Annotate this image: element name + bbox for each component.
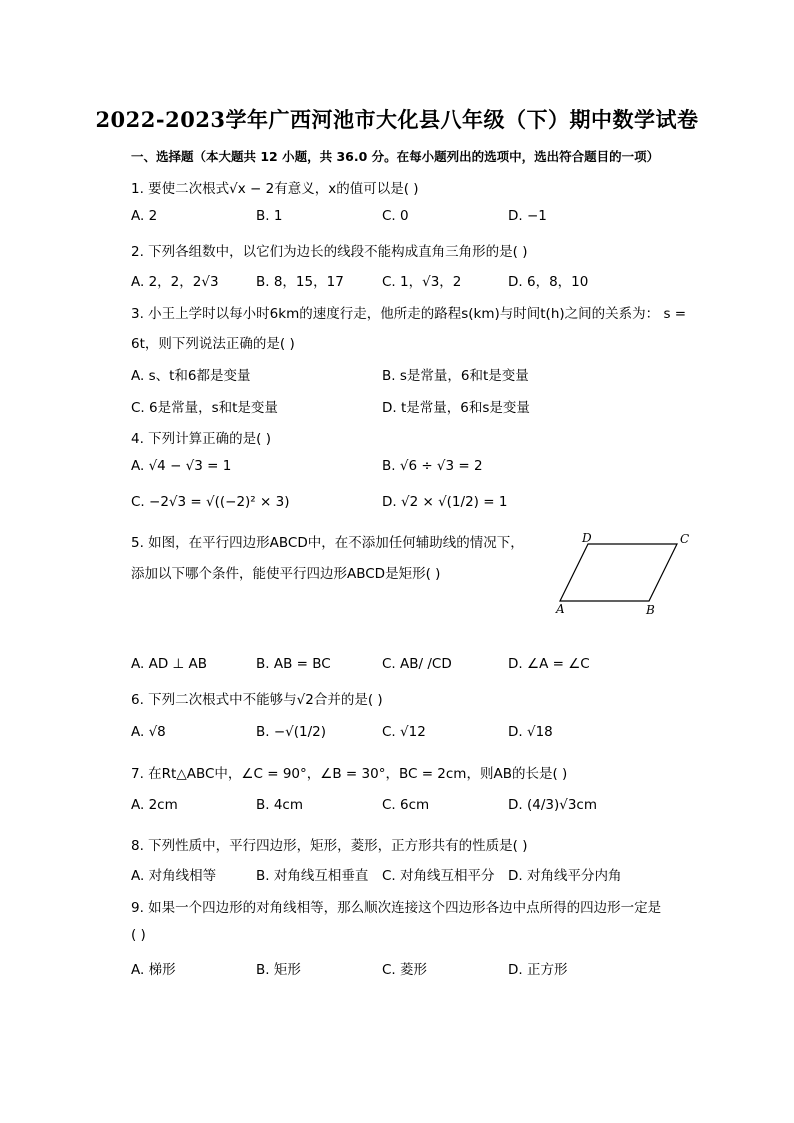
question-8: 8. 下列性质中，平行四边形，矩形，菱形，正方形共有的性质是( )	[131, 838, 528, 854]
parallelogram-figure	[552, 528, 697, 618]
q3-option-a[interactable]: A. s、t和6都是变量	[131, 368, 251, 384]
vertex-label-b: B	[646, 603, 655, 617]
q8-option-b[interactable]: B. 对角线互相垂直	[256, 868, 369, 884]
q3-option-b[interactable]: B. s是常量，6和t是变量	[382, 368, 529, 384]
q1-option-a[interactable]: A. 2	[131, 208, 158, 224]
q4-option-b[interactable]: B. √6 ÷ √3 = 2	[382, 458, 483, 474]
question-4: 4. 下列计算正确的是( )	[131, 431, 271, 447]
q9-option-b[interactable]: B. 矩形	[256, 962, 301, 978]
q5-option-b[interactable]: B. AB = BC	[256, 656, 331, 672]
q3-option-c[interactable]: C. 6是常量，s和t是变量	[131, 400, 278, 416]
q6-option-d[interactable]: D. √18	[508, 724, 553, 740]
q6-option-b[interactable]: B. −√(1/2)	[256, 724, 327, 740]
question-5-cont: 添加以下哪个条件，能使平行四边形ABCD是矩形( )	[131, 566, 441, 582]
exam-title: 2022-2023学年广西河池市大化县八年级（下）期中数学试卷	[95, 107, 699, 132]
question-3-cont: 6t，则下列说法正确的是( )	[131, 336, 295, 352]
section-heading: 一、选择题（本大题共 12 小题，共 36.0 分。在每小题列出的选项中，选出符合题目的一项）	[131, 149, 660, 164]
q6-option-c[interactable]: C. √12	[382, 724, 426, 740]
q9-option-d[interactable]: D. 正方形	[508, 962, 568, 978]
vertex-label-c: C	[680, 532, 690, 546]
question-5: 5. 如图，在平行四边形ABCD中，在不添加任何辅助线的情况下，	[131, 535, 524, 551]
q8-option-a[interactable]: A. 对角线相等	[131, 868, 217, 884]
q1-option-d[interactable]: D. −1	[508, 208, 547, 224]
q9-option-c[interactable]: C. 菱形	[382, 962, 428, 978]
q7-option-a[interactable]: A. 2cm	[131, 797, 178, 813]
question-6: 6. 下列二次根式中不能够与√2合并的是( )	[131, 692, 383, 708]
question-1: 1. 要使二次根式√x − 2有意义，x的值可以是( )	[131, 181, 419, 197]
q3-option-d[interactable]: D. t是常量，6和s是变量	[382, 400, 530, 416]
q6-option-a[interactable]: A. √8	[131, 724, 166, 740]
question-9-cont: ( )	[131, 927, 146, 943]
q7-option-c[interactable]: C. 6cm	[382, 797, 430, 813]
q4-option-a[interactable]: A. √4 − √3 = 1	[131, 458, 232, 474]
q2-option-d[interactable]: D. 6，8，10	[508, 274, 589, 290]
q2-option-b[interactable]: B. 8，15，17	[256, 274, 344, 290]
q1-option-c[interactable]: C. 0	[382, 208, 409, 224]
q5-option-d[interactable]: D. ∠A = ∠C	[508, 656, 590, 672]
question-9: 9. 如果一个四边形的对角线相等，那么顺次连接这个四边形各边中点所得的四边形一定是	[131, 900, 662, 916]
q5-option-c[interactable]: C. AB/ /CD	[382, 656, 452, 672]
q7-option-d[interactable]: D. (4/3)√3cm	[508, 797, 598, 813]
q4-option-c[interactable]: C. −2√3 = √((−2)² × 3)	[131, 494, 290, 510]
question-3: 3. 小王上学时以每小时6km的速度行走，他所走的路程s(km)与时间t(h)之间的关系为： s =	[131, 306, 687, 322]
q5-option-a[interactable]: A. AD ⊥ AB	[131, 656, 208, 672]
q4-option-d[interactable]: D. √2 × √(1/2) = 1	[382, 494, 508, 510]
q8-option-c[interactable]: C. 对角线互相平分	[382, 868, 495, 884]
vertex-label-a: A	[556, 602, 565, 616]
q9-option-a[interactable]: A. 梯形	[131, 962, 176, 978]
question-7: 7. 在Rt△ABC中，∠C = 90°，∠B = 30°，BC = 2cm，则AB的长是( )	[131, 766, 568, 782]
q8-option-d[interactable]: D. 对角线平分内角	[508, 868, 622, 884]
q2-option-a[interactable]: A. 2，2，2√3	[131, 274, 219, 290]
question-2: 2. 下列各组数中，以它们为边长的线段不能构成直角三角形的是( )	[131, 244, 528, 260]
q2-option-c[interactable]: C. 1，√3，2	[382, 274, 462, 290]
q7-option-b[interactable]: B. 4cm	[256, 797, 304, 813]
vertex-label-d: D	[582, 531, 592, 545]
q1-option-b[interactable]: B. 1	[256, 208, 283, 224]
